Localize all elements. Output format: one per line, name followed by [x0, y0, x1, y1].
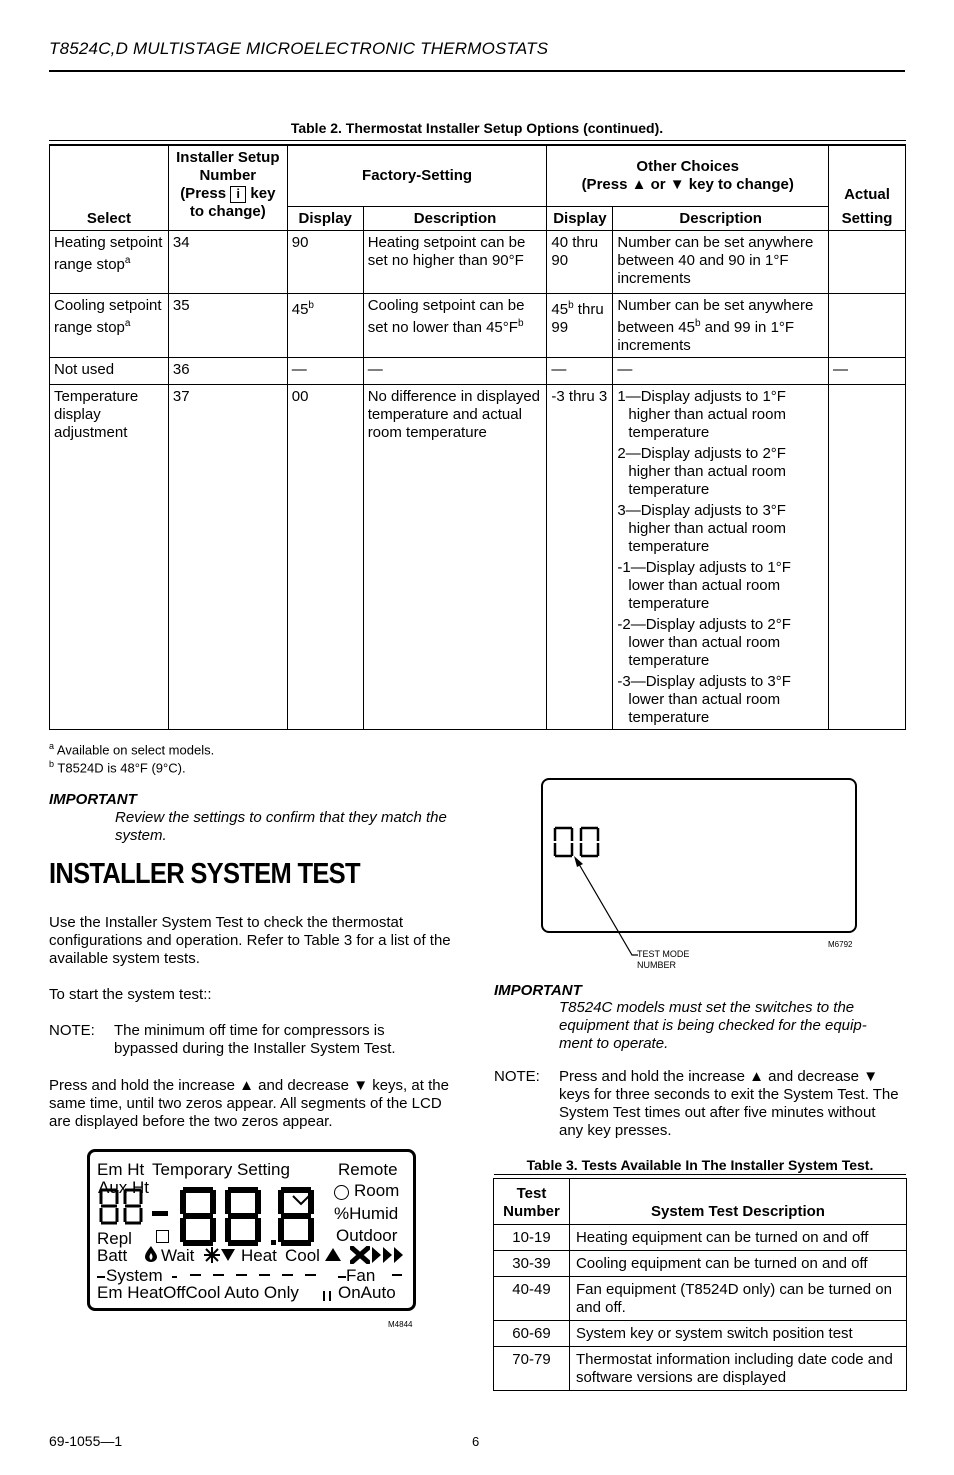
- flame-icon: [144, 1245, 158, 1263]
- table-row: Heating setpoint range stop$^a$ 34 90 Heating setpoint can be set no higher than 90°F 40 thru 90 Number can be set anywhere between 40 and 90 in 1°F increments: [50, 230, 906, 293]
- press-paragraph: Press and hold the increase ▲ and decrease ▼ keys, at the same time, until two zeros appear. All segments of the LCD are displayed before the two zeros appear.: [49, 1077, 449, 1130]
- important-heading: IMPORTANT: [49, 791, 137, 808]
- th-test-description: System Test Description: [569, 1179, 906, 1225]
- i-key-icon: i: [230, 186, 246, 203]
- system-bracket-left: [97, 1276, 105, 1278]
- test-mode-digits-icon: [553, 826, 601, 858]
- lcd-wait: Wait: [161, 1246, 195, 1265]
- th-factory-setting: Factory-Setting: [287, 145, 547, 206]
- intro-paragraph: Use the Installer System Test to check the thermostat configurations and operation. Refer to Table 3 for a list of the available system tests.: [49, 914, 451, 967]
- pause-bar-icon: [323, 1291, 325, 1301]
- note-label: NOTE:: [494, 1068, 540, 1085]
- lcd-mode-row: Em HeatOffCool Auto Only: [97, 1283, 299, 1302]
- dashed-segments: [190, 1274, 320, 1276]
- adjust-choice-item: 1—Display adjusts to 1°F higher than actual room temperature: [617, 387, 786, 441]
- footnote-b: $^b$ T8524D is 48°F (9°C).: [49, 759, 186, 776]
- page-number: 6: [472, 1434, 480, 1449]
- fan-bracket-right: [392, 1274, 402, 1276]
- table-row: Not used 36 — — — — —: [50, 357, 906, 384]
- table-row: 40-49 Fan equipment (T8524D only) can be turned on and off.: [494, 1277, 907, 1321]
- table-row: 60-69 System key or system switch position test: [494, 1321, 907, 1347]
- figure-code: M4844: [388, 1320, 413, 1329]
- lcd-humid: %Humid: [334, 1204, 399, 1223]
- adjust-choice-item: -2—Display adjusts to 2°F lower than actual room temperature: [617, 615, 791, 669]
- fan-speed-arrows-icon: [372, 1247, 404, 1263]
- th-display: Display: [287, 206, 363, 230]
- th-select: Select: [50, 145, 169, 230]
- lcd-temporary-setting: Temporary Setting: [152, 1160, 290, 1179]
- fan-icon: [350, 1246, 370, 1264]
- table3-caption-rule: [494, 1174, 906, 1175]
- table2-caption-rule: [49, 140, 906, 141]
- footnote-a: $^a$ Available on select models.: [49, 741, 215, 758]
- adjust-choice-item: 2—Display adjusts to 2°F higher than actual room temperature: [617, 444, 786, 498]
- snowflake-icon: [203, 1246, 221, 1264]
- table-row: 10-19 Heating equipment can be turned on and off: [494, 1225, 907, 1251]
- important-heading: IMPORTANT: [494, 982, 582, 999]
- lcd-fan: Fan: [346, 1266, 376, 1285]
- note-text: The minimum off time for compressors is bypassed during the Installer System Test.: [114, 1022, 396, 1057]
- lcd-repl: Repl: [97, 1229, 132, 1248]
- system-bracket-right: [172, 1276, 177, 1278]
- callout-label: TEST MODE NUMBER: [637, 949, 690, 970]
- lcd-system: System: [106, 1266, 163, 1285]
- setup-options-table: [49, 144, 906, 730]
- down-arrow-icon: [221, 1249, 235, 1261]
- th-setup-number: Installer Setup Number (Press i key to change): [168, 145, 287, 230]
- th-description-2: Description: [613, 206, 829, 230]
- lcd-heat: Heat: [241, 1246, 277, 1265]
- start-paragraph: To start the system test::: [49, 986, 212, 1003]
- table-row: 30-39 Cooling equipment can be turned on and off: [494, 1251, 907, 1277]
- lcd-aux-ht: Aux Ht: [98, 1178, 150, 1197]
- th-actual-setting: Actual Setting: [829, 145, 906, 230]
- running-header: T8524C,D MULTISTAGE MICROELECTRONIC THERMOSTATS: [49, 39, 549, 58]
- section-title: INSTALLER SYSTEM TEST: [49, 858, 360, 890]
- th-test-number: Test Number: [494, 1179, 570, 1225]
- segment-digits-icon: [98, 1186, 338, 1248]
- note-text: Press and hold the increase ▲ and decrease ▼ keys for three seconds to exit the System Test. The System Test times out after five minutes without any key presses.: [559, 1068, 899, 1139]
- lcd-full-segments-diagram: [87, 1149, 416, 1311]
- adjust-choice-item: -1—Display adjusts to 1°F lower than actual room temperature: [617, 558, 791, 612]
- lcd-outdoor: Outdoor: [336, 1226, 398, 1245]
- table-row: Cooling setpoint range stop$^a$ 35 45$^b$ Cooling setpoint can be set no lower than $45^\circ F^b$ 45$^b$ thru 99 Number can be set anywhere between 45$^b$ and 99 in 1°F increments: [50, 293, 906, 357]
- pause-bar-icon: [329, 1291, 331, 1301]
- figure-code: M6792: [828, 940, 853, 949]
- lcd-batt: Batt: [97, 1246, 128, 1265]
- lcd-on-auto: OnAuto: [338, 1283, 396, 1302]
- th-description: Description: [363, 206, 547, 230]
- table-row: 70-79 Thermostat information including date code and software versions are displayed: [494, 1347, 907, 1391]
- th-display-2: Display: [547, 206, 613, 230]
- th-other-choices: Other Choices (Press ▲ or ▼ key to change): [547, 145, 829, 206]
- important-body: Review the settings to confirm that they match the system.: [115, 809, 447, 844]
- system-tests-table: [493, 1178, 907, 1391]
- fan-bracket-left: [338, 1276, 346, 1278]
- lcd-cool: Cool: [285, 1246, 320, 1265]
- adjust-choice-item: -3—Display adjusts to 3°F lower than actual room temperature: [617, 672, 791, 726]
- document-number: 69-1055—1: [49, 1433, 123, 1449]
- callout-arrow-icon: [570, 855, 640, 960]
- header-rule: [49, 70, 905, 72]
- up-arrow-icon: [325, 1248, 341, 1261]
- table-row: Temperature display adjustment 37 00 No difference in displayed temperature and actual room temperature -3 thru 3 1—Display adjusts to 1°F higher than actual room temperature 2—Display adjusts to 2°F higher than actual room temperature 3—Display adjusts to 3°F higher than actual room temperature -1—Display adjusts to 1°F lower than actual room temperature -2—Display adjusts to 2°F lower than actual room temperature -3—Display adjusts to 3°F lower than actual room temperature: [50, 384, 906, 729]
- lcd-em-ht: Em Ht: [97, 1160, 145, 1179]
- important-body: T8524C models must set the switches to the equipment that is being checked for the equip-ment to operate.: [559, 999, 867, 1052]
- adjust-choice-item: 3—Display adjusts to 3°F higher than actual room temperature: [617, 501, 786, 555]
- table2-caption: Table 2. Thermostat Installer Setup Options (continued).: [290, 120, 664, 136]
- lcd-remote: Remote: [338, 1160, 398, 1179]
- lcd-room: Room: [354, 1181, 400, 1200]
- table3-caption: Table 3. Tests Available In The Installer System Test.: [526, 1157, 874, 1173]
- note-label: NOTE:: [49, 1022, 95, 1039]
